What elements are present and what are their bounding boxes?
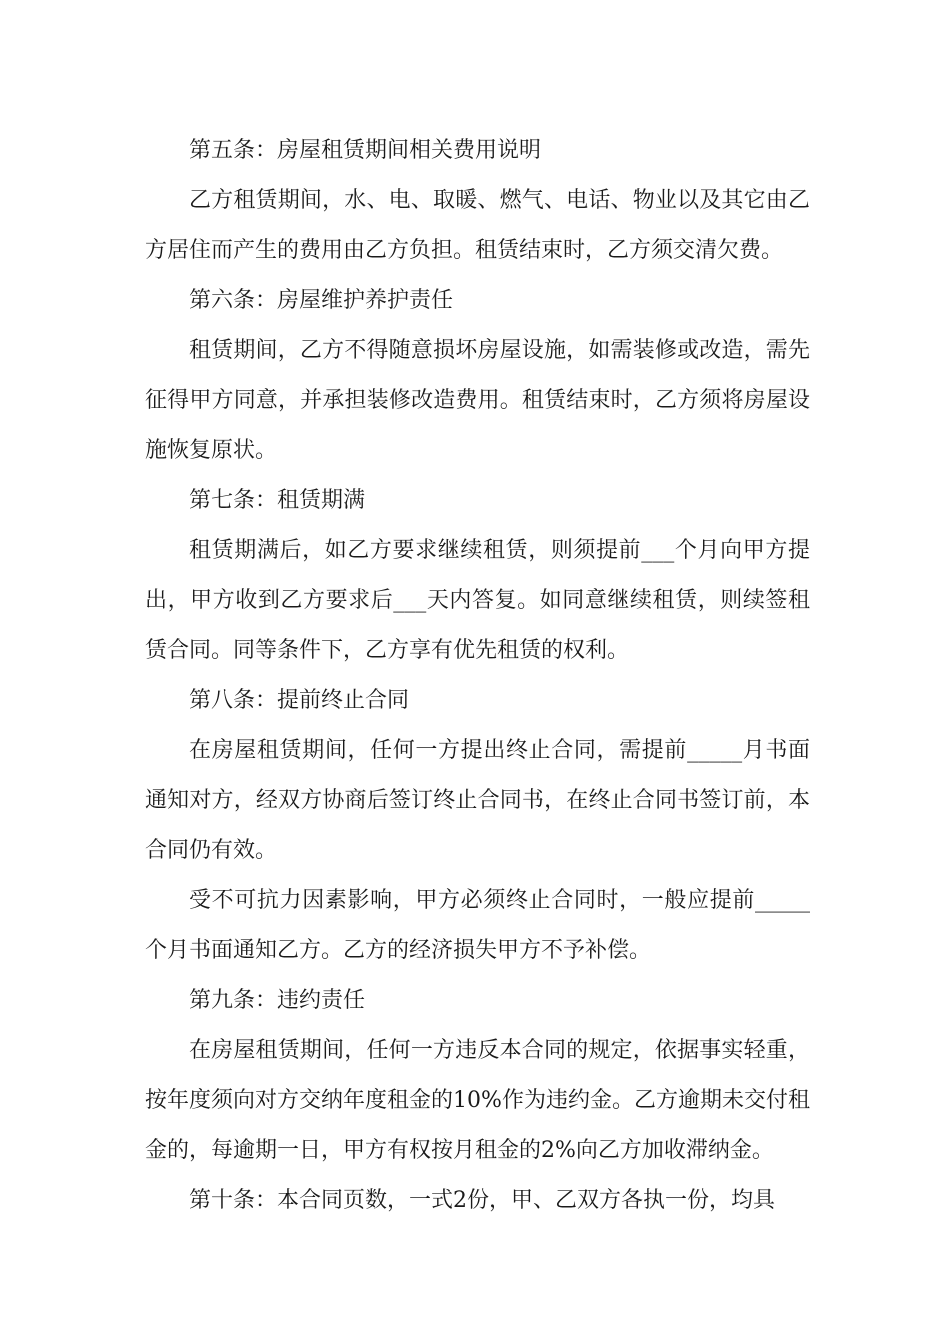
article-5-heading: 第五条：房屋租赁期间相关费用说明 <box>189 138 542 163</box>
article-8-heading: 第八条：提前终止合同 <box>189 688 410 713</box>
document-body <box>145 126 810 1226</box>
article-8-text-2: 受不可抗力因素影响，甲方必须终止合同时，一般应提前_____个月书面通知乙方。乙方的经济损失甲方不予补偿。 <box>145 888 810 963</box>
article-9-text: 在房屋租赁期间，任何一方违反本合同的规定，依据事实轻重，按年度须向对方交纳年度租金的10%作为违约金。乙方逾期未交付租金的，每逾期一日，甲方有权按月租金的2%向乙方加收滞纳金。 <box>145 1038 810 1163</box>
article-6-heading: 第六条：房屋维护养护责任 <box>189 288 454 313</box>
article-8-text-1: 在房屋租赁期间，任何一方提出终止合同，需提前_____月书面通知对方，经双方协商后签订终止合同书，在终止合同书签订前，本合同仍有效。 <box>145 738 810 863</box>
article-6-text: 租赁期间，乙方不得随意损坏房屋设施，如需装修或改造，需先征得甲方同意，并承担装修改造费用。租赁结束时，乙方须将房屋设施恢复原状。 <box>145 338 810 463</box>
article-7-heading: 第七条：租赁期满 <box>189 488 366 513</box>
article-5-text: 乙方租赁期间，水、电、取暖、燃气、电话、物业以及其它由乙方居住而产生的费用由乙方负担。租赁结束时，乙方须交清欠费。 <box>145 188 810 263</box>
article-7-text: 租赁期满后，如乙方要求继续租赁，则须提前___个月向甲方提出，甲方收到乙方要求后___天内答复。如同意继续租赁，则续签租赁合同。同等条件下，乙方享有优先租赁的权利。 <box>145 538 810 663</box>
article-9-heading: 第九条：违约责任 <box>189 988 366 1013</box>
article-10-text: 第十条：本合同页数，一式2份，甲、乙双方各执一份，均具 <box>189 1188 775 1213</box>
